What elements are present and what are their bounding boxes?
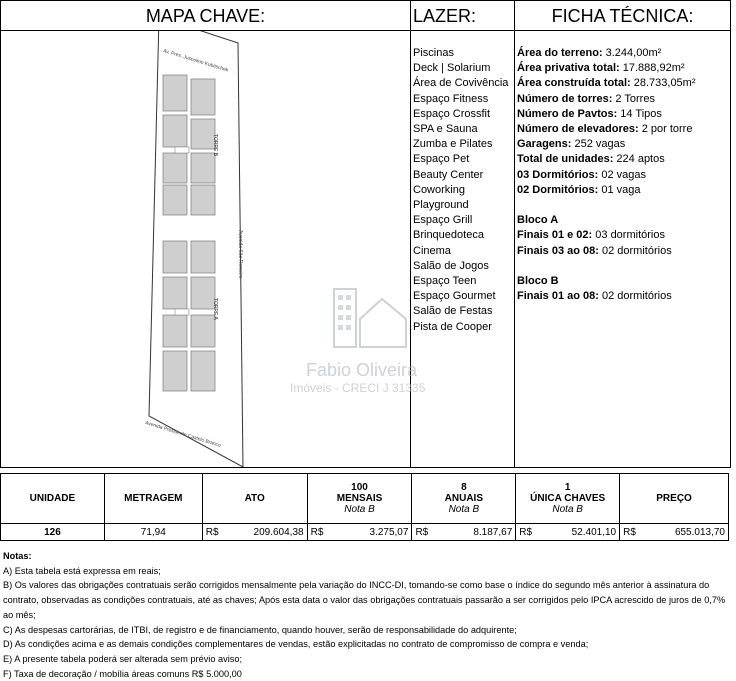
lazer-item: Espaço Pet: [413, 153, 470, 166]
ficha-line: Total de unidades: 224 aptos: [517, 153, 665, 166]
cell-chaves: R$ 52.401,10: [516, 524, 620, 541]
ficha-line: Finais 01 ao 08: 02 dormitórios: [517, 290, 672, 303]
ficha-line: Área privativa total: 17.888,92m²: [517, 62, 685, 75]
torre-b-label: TORRE B: [212, 134, 218, 157]
mapa-chave-title: MAPA CHAVE:: [145, 5, 266, 26]
lazer-item: Pista de Cooper: [413, 320, 492, 333]
tower-a: [163, 241, 215, 391]
header-ato: ATO: [202, 474, 307, 524]
cell-metragem: 71,94: [104, 524, 202, 541]
header-chaves: 1 ÚNICA CHAVES Nota B: [516, 474, 620, 524]
note-item: C) As despesas cartorárias, de ITBI, de registro e de financiamento, quando houver, serão de responsabilidade do adquirente;: [3, 624, 517, 635]
ficha-line: 03 Dormitórios: 02 vagas: [517, 168, 646, 181]
lazer-item: Espaço Crossfit: [413, 107, 491, 120]
watermark-building-icon: [330, 285, 410, 351]
cell-preco: R$ 655.013,70: [620, 524, 729, 541]
top-border: [0, 0, 731, 1]
street-right-label: Avenida São Romeiro: [237, 230, 243, 279]
ficha-line: Número de torres: 2 Torres: [517, 92, 655, 105]
col-divider-1: [410, 0, 411, 468]
ficha-tecnica-title: FICHA TÉCNICA:: [551, 5, 694, 26]
ficha-line: Finais 01 e 02: 03 dormitórios: [517, 229, 665, 242]
lazer-item: Salão de Jogos: [413, 259, 489, 272]
notes-title: Notas:: [3, 551, 32, 561]
ficha-line: Área construída total: 28.733,05m²: [517, 77, 696, 90]
ficha-list: [517, 46, 696, 304]
lazer-item: Área de Covivência: [413, 77, 509, 90]
price-table: [0, 473, 729, 541]
lazer-item: Deck | Solarium: [413, 62, 491, 75]
lazer-item: Espaço Fitness: [413, 92, 489, 105]
bloco-b-title: Bloco B: [517, 275, 559, 288]
cell-ato: R$ 209.604,38: [202, 524, 307, 541]
table-row: [1, 524, 729, 541]
lazer-item: Brinquedoteca: [413, 229, 484, 242]
note-item: E) A presente tabela poderá ser alterada sem prévio aviso;: [3, 653, 243, 664]
lazer-item: Espaço Gourmet: [413, 290, 496, 303]
site-map: [1, 31, 410, 467]
note-item: D) As condições acima e as demais condições complementares de vendas, estão explicitadas no contrato de compromisso de compra e venda;: [3, 639, 589, 650]
lazer-item: Playground: [413, 199, 469, 212]
ficha-line: Área do terreno: 3.244,00m²: [517, 47, 662, 59]
lazer-title: LAZER:: [413, 5, 477, 26]
bloco-a-title: Bloco A: [517, 214, 559, 227]
col-divider-2: [514, 0, 515, 468]
lazer-item: Zumba e Pilates: [413, 138, 493, 151]
torre-a-label: TORRE A: [212, 298, 218, 320]
lazer-item: Espaço Teen: [413, 275, 477, 288]
lazer-item: Piscinas: [413, 47, 454, 59]
lazer-list: [413, 46, 508, 335]
cell-mensais: R$ 3.275,07: [307, 524, 412, 541]
lazer-item: Coworking: [413, 183, 465, 196]
note-item: B) Os valores das obrigações contratuais serão corrigidos mensalmente pela variação do INCC-DI, tomando-se como base o índice do segundo mês anterior à assinatura do contrato, observadas as condições contratuais, até as chaves; Após esta data o valor das obrigações contratuais passarão a ser corrigidos pelo IPCA acrescido de juros de 0,7% ao mês;: [3, 580, 726, 620]
note-item: A) Esta tabela está expressa em reais;: [3, 565, 161, 576]
ficha-line: Finais 03 ao 08: 02 dormitórios: [517, 244, 672, 257]
cell-anuais: R$ 8.187,67: [412, 524, 516, 541]
header-unidade: UNIDADE: [1, 474, 105, 524]
section-bottom: [0, 467, 731, 468]
ficha-line: Número de Pavtos: 14 Tipos: [517, 107, 662, 120]
notes-section: [3, 549, 731, 681]
header-mensais: 100 MENSAIS Nota B: [307, 474, 412, 524]
right-border: [730, 0, 731, 468]
street-bottom-label: Avenida Presidente Castelo Branco: [144, 420, 222, 449]
watermark-sub: Imóveis - CRECI J 31335: [290, 381, 426, 395]
lazer-item: Beauty Center: [413, 168, 484, 181]
lazer-item: Salão de Festas: [413, 305, 493, 318]
tower-b: [163, 75, 215, 215]
lazer-item: Espaço Grill: [413, 214, 473, 227]
header-preco: PREÇO: [620, 474, 729, 524]
street-top-label: Av. Pres. Juscelino Kubitschek: [162, 48, 229, 74]
header-anuais: 8 ANUAIS Nota B: [412, 474, 516, 524]
header-metragem: METRAGEM: [104, 474, 202, 524]
ficha-line: 02 Dormitórios: 01 vaga: [517, 183, 641, 196]
note-item: F) Taxa de decoração / mobília áreas comuns R$ 5.000,00: [3, 668, 242, 679]
lazer-item: Cinema: [413, 244, 451, 257]
cell-unidade: 126: [1, 524, 105, 541]
ficha-line: Número de elevadores: 2 por torre: [517, 123, 693, 136]
lazer-item: SPA e Sauna: [413, 123, 478, 136]
ficha-line: Garagens: 252 vagas: [517, 138, 626, 151]
watermark-name: Fabio Oliveira: [306, 360, 418, 380]
